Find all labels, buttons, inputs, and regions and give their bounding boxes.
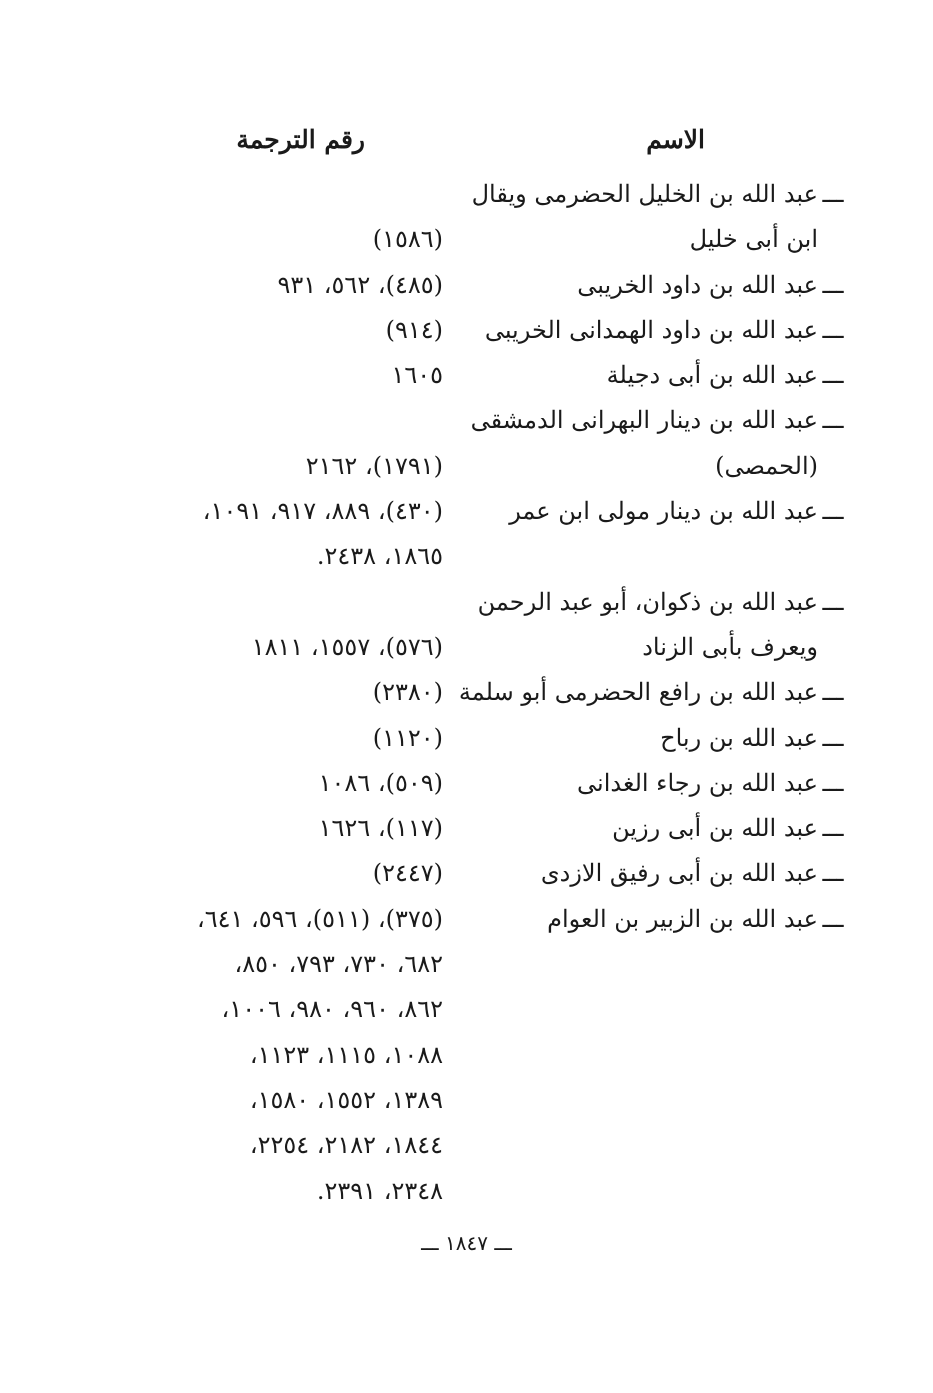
entry-dash: ـــ xyxy=(822,180,844,208)
index-row xyxy=(0,806,933,851)
index-row xyxy=(0,398,933,443)
entry-numbers: ١٠٨٨، ١١١٥، ١١٢٣، xyxy=(249,1040,443,1069)
entry-name: عبد الله بن دينار مولى ابن عمر xyxy=(509,497,818,526)
entry-dash: ـــ xyxy=(822,768,844,797)
index-row xyxy=(0,716,933,761)
index-row xyxy=(0,761,933,806)
entry-dash: ـــ xyxy=(822,497,844,526)
entry-name: عبد الله بن الزبير بن العوام xyxy=(547,904,818,933)
entry-dash: ـــ xyxy=(822,270,844,299)
index-row xyxy=(0,1078,933,1123)
index-row xyxy=(0,534,933,579)
entry-dash: ـــ xyxy=(822,587,844,616)
entry-numbers: (٢٣٨٠) xyxy=(372,678,443,707)
index-row xyxy=(0,1033,933,1078)
entry-name: عبد الله بن رجاء الغدانى xyxy=(577,768,818,797)
name-column-header: الاسم xyxy=(646,125,705,154)
page-number: ـــ ١٨٤٧ ـــ xyxy=(421,1231,512,1255)
entry-numbers: (٣٧٥)، (٥١١)، ٥٩٦، ٦٤١، xyxy=(196,904,443,933)
entry-dash: ـــ xyxy=(822,859,844,888)
entry-name: عبد الله بن دينار البهرانى الدمشقى xyxy=(470,406,818,435)
entry-numbers: ١٨٦٥، ٢٤٣٨. xyxy=(316,542,443,571)
entry-name: (الحمصى) xyxy=(715,451,818,480)
entry-name: عبد الله بن رافع الحضرمى أبو سلمة xyxy=(458,678,818,707)
entry-name: عبد الله بن داود الخريبى xyxy=(577,270,818,299)
entry-name: عبد الله بن ذكوان، أبو عبد الرحمن xyxy=(477,587,818,616)
entry-numbers: (١١٢٠) xyxy=(372,723,443,752)
entry-dash: ـــ xyxy=(822,315,844,344)
entry-numbers: ١٨٤٤، ٢١٨٢، ٢٢٥٤، xyxy=(249,1131,443,1160)
entry-name: عبد الله بن أبى رفيق الازدى xyxy=(540,859,818,888)
index-row xyxy=(0,670,933,715)
index-row xyxy=(0,444,933,489)
index-row xyxy=(0,263,933,308)
entry-numbers: ٢٣٤٨، ٢٣٩١. xyxy=(316,1176,443,1205)
entry-numbers: ٦٨٢، ٧٣٠، ٧٩٣، ٨٥٠، xyxy=(234,950,443,979)
entry-name: عبد الله بن رباح xyxy=(660,723,818,752)
entry-name: عبد الله بن أبى رزين xyxy=(612,814,818,843)
index-row xyxy=(0,942,933,987)
entry-name: ويعرف بأبى الزناد xyxy=(642,632,818,661)
entry-name: عبد الله بن داود الهمدانى الخريبى xyxy=(484,315,818,344)
index-row xyxy=(0,897,933,942)
entry-numbers: (٤٣٠)، ٨٨٩، ٩١٧، ١٠٩١، xyxy=(202,497,443,526)
index-row xyxy=(0,580,933,625)
entry-numbers: (٥٧٦)، ١٥٥٧، ١٨١١ xyxy=(251,632,443,661)
entry-numbers: ١٦٠٥ xyxy=(391,361,443,390)
entry-dash: ـــ xyxy=(822,904,844,933)
entry-name: عبد الله بن الخليل الحضرمى ويقال xyxy=(471,180,818,208)
entry-numbers: ٨٦٢، ٩٦٠، ٩٨٠، ١٠٠٦، xyxy=(221,995,443,1024)
entry-numbers: (٢٤٤٧) xyxy=(372,859,443,888)
entry-numbers: (١٥٨٦) xyxy=(372,225,443,254)
index-row xyxy=(0,987,933,1032)
index-row xyxy=(0,353,933,398)
entry-dash: ـــ xyxy=(822,678,844,707)
entry-numbers: (٥٠٩)، ١٠٨٦ xyxy=(318,768,443,797)
index-row xyxy=(0,489,933,534)
entry-dash: ـــ xyxy=(822,406,844,435)
entry-dash: ـــ xyxy=(822,814,844,843)
index-row xyxy=(0,625,933,670)
index-row xyxy=(0,308,933,353)
entry-numbers: ١٣٨٩، ١٥٥٢، ١٥٨٠، xyxy=(249,1085,443,1114)
entry-name: ابن أبى خليل xyxy=(689,225,818,254)
entry-numbers: (٩١٤) xyxy=(385,315,443,344)
index-row xyxy=(0,1169,933,1214)
number-column-header: رقم الترجمة xyxy=(236,125,365,154)
index-row xyxy=(0,217,933,262)
entry-numbers: (١١٧)، ١٦٢٦ xyxy=(318,814,443,843)
index-entries xyxy=(0,172,933,1214)
entry-numbers: (٤٨٥)، ٥٦٢، ٩٣١ xyxy=(277,270,443,299)
entry-dash: ـــ xyxy=(822,361,844,390)
entry-dash: ـــ xyxy=(822,723,844,752)
entry-name: عبد الله بن أبى دجيلة xyxy=(606,361,818,390)
index-row xyxy=(0,1123,933,1168)
index-row xyxy=(0,851,933,896)
index-row xyxy=(0,172,933,217)
entry-numbers: (١٧٩١)، ٢١٦٢ xyxy=(305,451,443,480)
